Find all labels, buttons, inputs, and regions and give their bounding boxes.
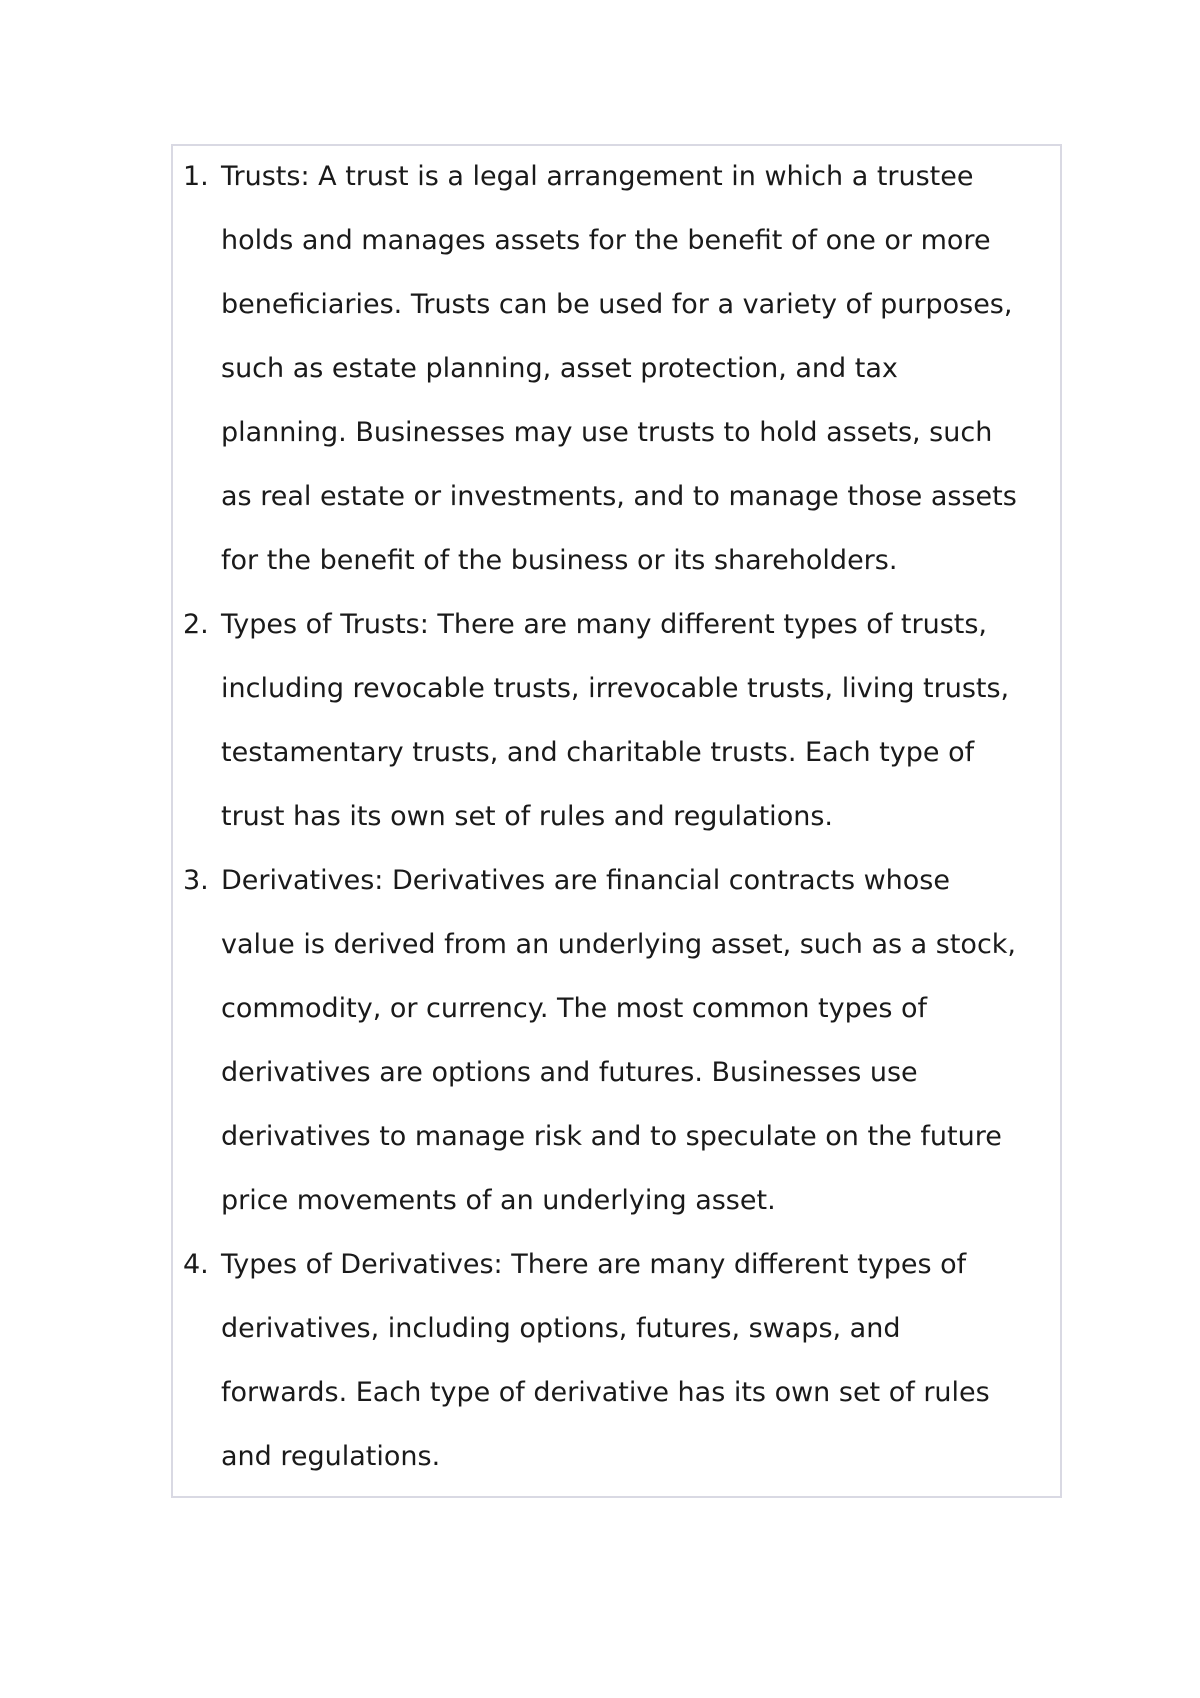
list-item-number: 3. xyxy=(183,865,209,896)
text-line: for the benefit of the business or its shareholders. xyxy=(221,545,898,576)
list-item xyxy=(173,1232,1060,1490)
text-line: testamentary trusts, and charitable trusts. Each type of xyxy=(221,737,975,768)
content-box xyxy=(171,144,1062,1498)
text-line: derivatives are options and futures. Businesses use xyxy=(221,1057,918,1088)
text-line: derivatives to manage risk and to speculate on the future xyxy=(221,1121,1002,1152)
list-item-number: 1. xyxy=(183,161,209,192)
text-line: and regulations. xyxy=(221,1441,441,1472)
text-line: Types of Derivatives: There are many different types of xyxy=(221,1249,967,1280)
list-item xyxy=(173,848,1060,1234)
text-line: Derivatives: Derivatives are financial contracts whose xyxy=(221,865,950,896)
text-line: such as estate planning, asset protection, and tax xyxy=(221,353,898,384)
list-item xyxy=(173,144,1060,594)
text-line: including revocable trusts, irrevocable trusts, living trusts, xyxy=(221,673,1010,704)
numbered-list xyxy=(173,146,1060,1490)
list-item xyxy=(173,592,1060,850)
list-item-number: 4. xyxy=(183,1249,209,1280)
text-line: planning. Businesses may use trusts to hold assets, such xyxy=(221,417,993,448)
text-line: as real estate or investments, and to manage those assets xyxy=(221,481,1017,512)
list-item-text xyxy=(221,592,1060,850)
text-line: Trusts: A trust is a legal arrangement in which a trustee xyxy=(221,161,974,192)
text-line: Types of Trusts: There are many different types of trusts, xyxy=(221,609,988,640)
text-line: commodity, or currency. The most common types of xyxy=(221,993,928,1024)
list-item-text xyxy=(221,848,1060,1234)
list-item-text xyxy=(221,144,1060,594)
list-item-text xyxy=(221,1232,1060,1490)
text-line: value is derived from an underlying asset, such as a stock, xyxy=(221,929,1017,960)
text-line: holds and manages assets for the benefit of one or more xyxy=(221,225,991,256)
text-line: beneficiaries. Trusts can be used for a variety of purposes, xyxy=(221,289,1013,320)
text-line: price movements of an underlying asset. xyxy=(221,1185,776,1216)
text-line: forwards. Each type of derivative has its own set of rules xyxy=(221,1377,990,1408)
text-line: trust has its own set of rules and regulations. xyxy=(221,801,833,832)
text-line: derivatives, including options, futures, swaps, and xyxy=(221,1313,901,1344)
list-item-number: 2. xyxy=(183,609,209,640)
